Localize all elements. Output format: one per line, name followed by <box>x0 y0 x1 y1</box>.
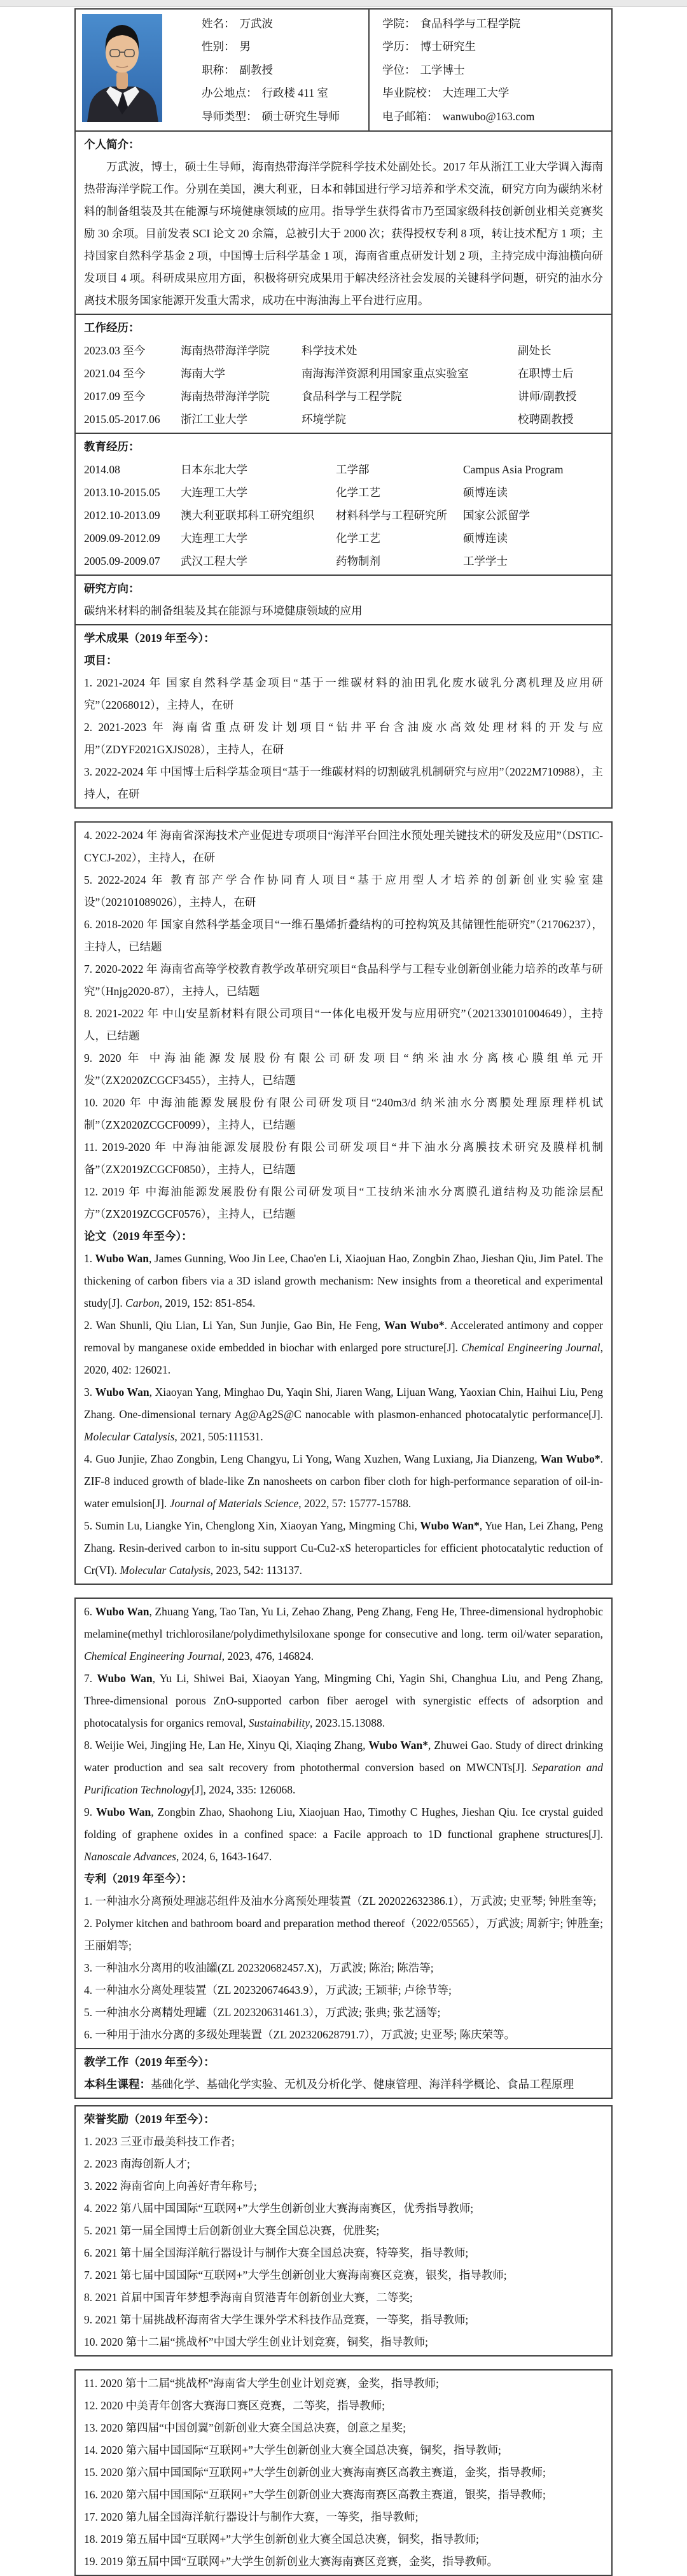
work-row <box>84 362 603 385</box>
paper-item: 9. Wubo Wan, Zongbin Zhao, Shaohong Liu, Xiaojuan Hao, Timothy C Hughes, Jieshan Qiu. Ice crystal guided folding of graphene oxides in a confined space: a Facile approach to 1D functional graphene structures[J]. Nanoscale Advances, 2024, 6, 1643-1647. <box>84 1806 603 1863</box>
section-work <box>74 314 613 434</box>
cell-text: 工学学士 <box>463 555 508 568</box>
cell-text: 导师类型： <box>202 109 258 123</box>
undergraduate-courses <box>84 2073 603 2096</box>
project-item: 9. 2020 年 中海油能源发展股份有限公司研发项目“纳米油水分离核心膜组单元开发”（ZX2020ZCGCF3455），主持人，已结题 <box>84 1052 603 1087</box>
cell-text: 万武波 <box>239 17 273 30</box>
page-break-gap <box>74 2357 613 2369</box>
cell-text: 大连理工大学 <box>181 486 247 499</box>
section-achievements-part1 <box>74 624 613 809</box>
paper-item: 7. Wubo Wan, Yu Li, Shiwei Bai, Xiaoyan Yang, Mingming Chi, Yagin Shi, Changhua Liu, and Peng Zhang, Three-dimensional porous ZnO-supported carbon fiber aerogel with synergistic effects of adsorption and photocatalysis for organics removal, Sustainability, 2023.15.13088. <box>84 1672 603 1730</box>
work-rows <box>84 339 603 431</box>
project-item: 10. 2020 年 中海油能源发展股份有限公司研发项目“240m3/d 纳米油水分离膜处理原理样机试制”（ZX2020ZCGCF0099），主持人，已结题 <box>84 1096 603 1132</box>
cell-text: 学历： <box>382 40 416 53</box>
honor-item: 9. 2021 第十届挑战杯海南省大学生课外学术科技作品竞赛，一等奖，指导教师; <box>84 2313 469 2327</box>
page-break-gap <box>74 809 613 821</box>
cell-text: 性别： <box>202 40 235 53</box>
cell-text: 大连理工大学 <box>181 532 247 545</box>
cell-text: 硕士研究生导师 <box>261 109 340 123</box>
education-rows <box>84 458 603 573</box>
education-row <box>84 527 603 550</box>
cell-text: 2009.09-2012.09 <box>84 532 160 545</box>
projects-title: 项目： <box>84 654 118 667</box>
profile-field-row <box>382 105 606 128</box>
cell-text: 电子邮箱： <box>382 109 438 123</box>
project-item: 4. 2022-2024 年 海南省深海技术产业促进专项项目“海洋平台回注水预处理关键技术的研发及应用”（DSTIC-CYCJ-202），主持人，在研 <box>84 829 603 865</box>
cell-text: 男 <box>239 40 251 53</box>
section-teaching <box>74 2048 613 2099</box>
profile-field-row <box>202 81 363 104</box>
section-honors-part1 <box>74 2105 613 2357</box>
cell-text: 讲师/副教授 <box>518 390 577 403</box>
patent-item: 3. 一种油水分离用的收油罐(ZL 202320682457.X)，万武波; 陈治; 陈浩等; <box>84 1961 434 1975</box>
page-top-strip <box>0 0 687 7</box>
cell-text: 科学技术处 <box>302 344 357 358</box>
honor-item: 17. 2020 第九届全国海洋航行器设计与制作大赛，一等奖，指导教师; <box>84 2510 419 2524</box>
patents-title: 专利（2019 年至今）： <box>84 1872 193 1886</box>
cell-text: 化学工艺 <box>336 532 380 545</box>
section-achievements-part3 <box>74 1598 613 2049</box>
paper-list-b <box>84 1601 603 1868</box>
cell-text: 食品科学与工程学院 <box>302 390 402 403</box>
section-work-title: 工作经历： <box>84 321 140 335</box>
honor-list-a <box>84 2131 603 2353</box>
profile-field-row <box>382 12 606 35</box>
paper-item: 6. Wubo Wan, Zhuang Yang, Tao Tan, Yu Li, Zehao Zhang, Peng Zhang, Feng He, Three-dimensional hydrophobic melamine(methyl trichlorosilane/polydimethylsiloxane sponge for consecutive and long. term oil/water separation, Chemical Engineering Journal, 2023, 476, 146824. <box>84 1605 603 1663</box>
patent-item: 1. 一种油水分离预处理滤芯组件及油水分离预处理装置（ZL 202022632386.1），万武波; 史亚琴; 钟胜奎等; <box>84 1895 597 1908</box>
paper-list-a <box>84 1248 603 1582</box>
cell-text: 硕博连读 <box>463 532 508 545</box>
section-research <box>74 574 613 625</box>
cell-text: 学位： <box>382 63 416 76</box>
cell-text: 国家公派留学 <box>463 509 530 522</box>
achievements-title: 学术成果（2019 年至今）： <box>84 632 215 645</box>
profile-left-fields <box>183 10 368 130</box>
profile-field-row <box>202 59 363 81</box>
honor-item: 10. 2020 第十二届“挑战杯”中国大学生创业计划竞赛，铜奖，指导教师; <box>84 2336 429 2349</box>
profile-right-fields <box>368 10 611 130</box>
project-list-b <box>84 825 603 1225</box>
cell-text: 2015.05-2017.06 <box>84 413 160 426</box>
cell-text: 职称： <box>202 63 235 76</box>
profile-field-row <box>382 35 606 58</box>
project-item: 2. 2021-2023 年 海南省重点研发计划项目“钻井平台含油废水高效处理材料的开发与应用”（ZDYF2021GXJS028），主持人，在研 <box>84 721 603 756</box>
patent-item: 5. 一种油水分离精处理罐（ZL 202320631461.3），万武波; 张典; 张艺涵等; <box>84 2006 441 2019</box>
honor-item: 13. 2020 第四届“中国创翼”创新创业大赛全国总决赛，创意之星奖; <box>84 2421 406 2435</box>
honor-list-b <box>84 2372 603 2573</box>
project-item: 1. 2021-2024 年 国家自然科学基金项目“基于一维碳材料的油田乳化废水破乳分离机理及应用研究”（22068012），主持人，在研 <box>84 676 603 712</box>
section-education-title: 教育经历： <box>84 440 140 454</box>
honor-item: 18. 2019 第五届中国“互联网+”大学生创新创业大赛全国总决赛，铜奖，指导教师; <box>84 2533 479 2546</box>
cell-text: 食品科学与工程学院 <box>420 17 520 30</box>
cell-text: 博士研究生 <box>420 40 476 53</box>
cell-text: 毕业院校： <box>382 87 438 100</box>
cell-text: 办公地点： <box>202 87 258 100</box>
patent-list <box>84 1890 603 2046</box>
section-education <box>74 433 613 576</box>
research-text: 碳纳米材料的制备组装及其在能源与环境健康领域的应用 <box>84 604 363 618</box>
profile-field-row <box>202 12 363 35</box>
page-break-gap <box>74 1585 613 1598</box>
paper-item: 3. Wubo Wan, Xiaoyan Yang, Minghao Du, Yaqin Shi, Jiaren Wang, Lijuan Wang, Yaoxian Chin, Haihui Liu, Peng Zhang. One-dimensional ternary Ag@Ag2S@C nanocable with plasmon-enhanced photocatalytic performance[J]. Molecular Catalysis, 2021, 505:111531. <box>84 1386 604 1444</box>
work-row <box>84 339 603 362</box>
honor-item: 1. 2023 三亚市最美科技工作者; <box>84 2135 235 2148</box>
cell-text: 姓名： <box>202 17 235 30</box>
honor-item: 8. 2021 首届中国青年梦想季海南自贸港青年创新创业大赛，二等奖; <box>84 2291 413 2304</box>
cell-text: 2012.10-2013.09 <box>84 509 160 522</box>
project-item: 3. 2022-2024 年 中国博士后科学基金项目“基于一维碳材料的切割破乳机制研究与应用”（2022M710988），主持人，在研 <box>84 765 603 801</box>
course-text: 基础化学、基础化学实验、无机及分析化学、健康管理、海洋科学概论、食品工程原理 <box>151 2078 574 2091</box>
cell-text: 海南热带海洋学院 <box>181 344 270 358</box>
cell-text: 副教授 <box>239 63 273 76</box>
cell-text: 工学博士 <box>420 63 465 76</box>
cell-text: 硕博连读 <box>463 486 508 499</box>
section-intro <box>74 130 613 315</box>
education-row <box>84 504 603 527</box>
honor-item: 5. 2021 第一届全国博士后创新创业大赛全国总决赛，优胜奖; <box>84 2224 380 2238</box>
intro-text: 万武波，博士，硕士生导师，海南热带海洋学院科学技术处副处长。2017 年从浙江工业大学调入海南热带海洋学院工作。分别在美国，澳大利亚，日本和韩国进行学习培养和学术交流，研究方向为碳纳米材料的制备组装及其在能源与环境健康领域的应用。指导学生获得省市乃至国家级科技创新创业相关竞赛奖励 30 余项。目前发表 SCI 论文 20 余篇，总被引大于 2000 次；获得授权专利 8 项，转让技术配方 1 项；主持国家自然科学基金 2 项，中国博士后科学基金 1 项，海南省重点研发计划 2 项，主持完成中海油横向研发项目 4 项。科研成果应用方面，积极将研究成果用于解决经济社会发展的关键科学问题，研究的油水分离技术服务国家能源开发重大需求，成功在中海油海上平台进行应用。 <box>84 160 603 307</box>
cell-text: 2021.04 至今 <box>84 367 146 380</box>
papers-title: 论文（2019 年至今）： <box>84 1230 193 1243</box>
honor-item: 6. 2021 第十届全国海洋航行器设计与制作大赛全国总决赛，特等奖，指导教师; <box>84 2246 469 2260</box>
cell-text: 2017.09 至今 <box>84 390 146 403</box>
cell-text: 大连理工大学 <box>442 87 510 100</box>
project-item: 5. 2022-2024 年 教育部产学合作协同育人项目“基于应用型人才培养的创新创业实验室建设”（202101089026），主持人，在研 <box>84 874 603 909</box>
work-row <box>84 408 603 431</box>
teaching-title: 教学工作（2019 年至今）： <box>84 2056 215 2069</box>
honor-item: 12. 2020 中美青年创客大赛海口赛区竞赛，二等奖，指导教师; <box>84 2399 385 2412</box>
honor-item: 4. 2022 第八届中国国际“互联网+”大学生创新创业大赛海南赛区，优秀指导教师; <box>84 2202 474 2215</box>
section-gap <box>74 2099 613 2105</box>
cell-text: 校聘副教授 <box>518 413 574 426</box>
cell-text: 海南热带海洋学院 <box>181 390 270 403</box>
paper-item: 8. Weijie Wei, Jingjing He, Lan He, Xinyu Qi, Xiaqing Zhang, Wubo Wan*, Zhuwei Gao. Study of direct drinking water production and sea salt recovery from photothermal conversion based on MWCNTs[J]. Separation and Purification Technology[J], 2024, 335: 126068. <box>84 1739 603 1797</box>
section-research-title: 研究方向： <box>84 582 140 595</box>
patent-item: 2. Polymer kitchen and bathroom board and preparation method thereof（2022/05565），万武波; 周新宇; 钟胜奎; 王丽娟等; <box>84 1917 603 1953</box>
course-label: 本科生课程： <box>84 2078 151 2091</box>
faculty-profile-document <box>74 8 613 2576</box>
cell-text: 2013.10-2015.05 <box>84 486 160 499</box>
cell-text: 澳大利亚联邦科工研究组织 <box>181 509 314 522</box>
cell-text: 南海海洋资源利用国家重点实验室 <box>302 367 469 380</box>
cell-text: 日本东北大学 <box>181 463 247 477</box>
section-honors-part2 <box>74 2369 613 2576</box>
cell-text: 材料科学与工程研究所 <box>336 509 447 522</box>
honor-item: 14. 2020 第六届中国国际“互联网+”大学生创新创业大赛全国总决赛，铜奖，指导教师; <box>84 2444 501 2457</box>
cell-text: 副处长 <box>518 344 552 358</box>
project-item: 8. 2021-2022 年 中山安星新材料有限公司项目“一体化电极开发与应用研究”（2021330101004649），主持人，已结题 <box>84 1007 603 1043</box>
profile-field-row <box>202 105 363 128</box>
cell-text: 环境学院 <box>302 413 346 426</box>
section-intro-title: 个人简介： <box>84 138 140 151</box>
education-row <box>84 481 603 504</box>
honor-item: 19. 2019 第五届中国“互联网+”大学生创新创业大赛海南赛区竞赛，金奖，指导教师。 <box>84 2555 499 2568</box>
portrait-photo-icon <box>82 14 162 122</box>
project-item: 11. 2019-2020 年 中海油能源发展股份有限公司研发项目“井下油水分离膜技术研究及膜样机制备”（ZX2019ZCGCF0850），主持人，已结题 <box>84 1141 603 1176</box>
honors-title: 荣誉奖励（2019 年至今）： <box>84 2113 215 2126</box>
cell-text: 武汉工程大学 <box>181 555 247 568</box>
cell-text: 2014.08 <box>84 463 120 477</box>
cell-text: 学院： <box>382 17 416 30</box>
project-item: 7. 2020-2022 年 海南省高等学校教育教学改革研究项目“食品科学与工程专业创新创业能力培养的改革与研究”（Hnjg2020-87），主持人，已结题 <box>84 963 603 998</box>
profile-field-row <box>382 59 606 81</box>
cell-text: 浙江工业大学 <box>181 413 247 426</box>
profile-field-row <box>202 35 363 58</box>
education-row <box>84 458 603 481</box>
photo-cell <box>76 10 183 130</box>
cell-text: Campus Asia Program <box>463 463 564 477</box>
section-achievements-part2 <box>74 821 613 1585</box>
patent-item: 4. 一种油水分离处理装置（ZL 202320674643.9），万武波; 王颖菲; 卢徐节等; <box>84 1984 452 1997</box>
cell-text: 行政楼 411 室 <box>261 87 328 100</box>
honor-item: 7. 2021 第七届中国国际“互联网+”大学生创新创业大赛海南赛区竞赛，银奖，指导教师; <box>84 2269 507 2282</box>
work-row <box>84 385 603 408</box>
profile-table <box>74 8 613 132</box>
paper-item: 5. Sumin Lu, Liangke Yin, Chenglong Xin, Xiaoyan Yang, Mingming Chi, Wubo Wan*, Yue Han, Lei Zhang, Peng Zhang. Resin-derived carbon to in-situ support Cu-Cu2-xS heteroparticles for efficient photocatalytic reduction of Cr(VI). Molecular Catalysis, 2023, 542: 113137. <box>84 1519 603 1577</box>
honor-item: 15. 2020 第六届中国国际“互联网+”大学生创新创业大赛海南赛区高教主赛道，金奖，指导教师; <box>84 2466 546 2479</box>
cell-text: 2005.09-2009.07 <box>84 555 160 568</box>
cell-text: 海南大学 <box>181 367 225 380</box>
cell-text: 工学部 <box>336 463 370 477</box>
honor-item: 11. 2020 第十二届“挑战杯”海南省大学生创业计划竞赛，金奖，指导教师; <box>84 2377 439 2390</box>
project-item: 6. 2018-2020 年 国家自然科学基金项目“一维石墨烯折叠结构的可控构筑及其储锂性能研究”（21706237），主持人，已结题 <box>84 918 603 954</box>
paper-item: 4. Guo Junjie, Zhao Zongbin, Leng Changyu, Li Yong, Wang Xuzhen, Wang Luxiang, Jia Dianzeng, Wan Wubo*. ZIF-8 induced growth of blade-like Zn nanosheets on carbon fiber cloth for high-performance separation of oil-in-water emulsion[J]. Journal of Materials Science, 2022, 57: 15777-15788. <box>84 1452 603 1510</box>
profile-field-row <box>382 81 606 104</box>
cell-text: 化学工艺 <box>336 486 380 499</box>
cell-text: 药物制剂 <box>336 555 380 568</box>
project-list-a <box>84 672 603 805</box>
patent-item: 6. 一种用于油水分离的多级处理装置（ZL 202320628791.7），万武波; 史亚琴; 陈庆荣等。 <box>84 2028 515 2042</box>
cell-text: 2023.03 至今 <box>84 344 146 358</box>
honor-item: 16. 2020 第六届中国国际“互联网+”大学生创新创业大赛海南赛区高教主赛道，银奖，指导教师; <box>84 2488 546 2502</box>
paper-item: 1. Wubo Wan, James Gunning, Woo Jin Lee, Chao'en Li, Xiaojuan Hao, Zongbin Zhao, Jieshan Qiu, Jim Patel. The thickening of carbon fibers via a 3D island growth mechanism: New insights from a theoretical and experimental study[J]. Carbon, 2019, 152: 851-854. <box>84 1252 603 1310</box>
cell-text: wanwubo@163.com <box>442 109 535 123</box>
education-row <box>84 550 603 573</box>
honor-item: 2. 2023 南海创新人才; <box>84 2157 190 2171</box>
cell-text: 在职博士后 <box>518 367 574 380</box>
honor-item: 3. 2022 海南省向上向善好青年称号; <box>84 2180 257 2193</box>
paper-item: 2. Wan Shunli, Qiu Lian, Li Yan, Sun Junjie, Gao Bin, He Feng, Wan Wubo*. Accelerated antimony and copper removal by manganese oxide embedded in biochar with enlarged pore structure[J]. Chemical Engineering Journal, 2020, 402: 126021. <box>84 1319 604 1377</box>
project-item: 12. 2019 年 中海油能源发展股份有限公司研发项目“工技纳米油水分离膜孔道结构及功能涂层配方”（ZX2019ZCGCF0576），主持人，已结题 <box>84 1185 603 1221</box>
